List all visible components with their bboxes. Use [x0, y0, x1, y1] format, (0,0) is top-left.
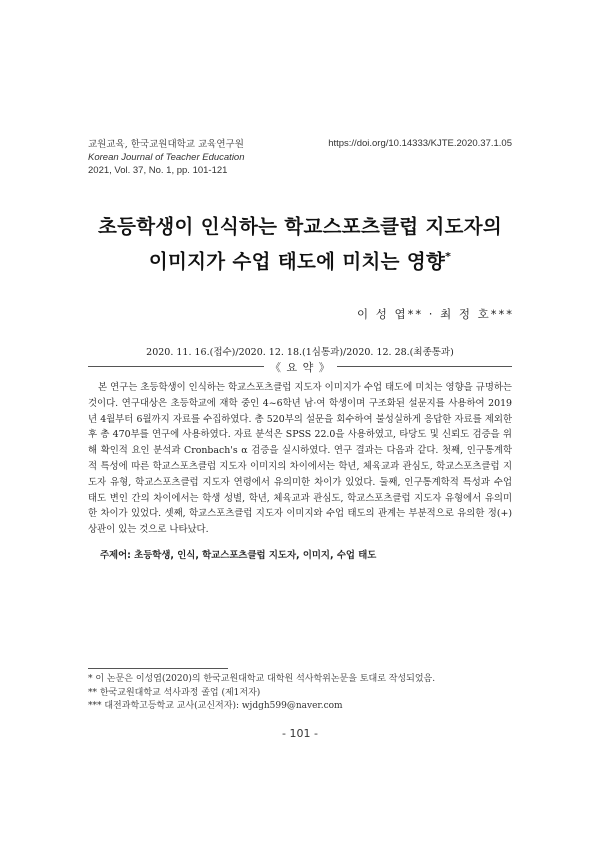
footnote-1: * 이 논문은 이성엽(2020)의 한국교원대학교 대학원 석사학위논문을 토대로 작성되었음. — [88, 674, 436, 684]
footnote-divider — [88, 668, 228, 669]
footnote-3: *** 대전과학고등학교 교사(교신저자): wjdgh599@naver.com — [88, 701, 343, 711]
keywords: 주제어: 초등학생, 인식, 학교스포츠클럽 지도자, 이미지, 수업 태도 — [100, 550, 377, 561]
title-line-2: 이미지가 수업 태도에 미치는 영향* — [148, 250, 452, 273]
authors: 이 성 엽** · 최 정 호*** — [357, 307, 514, 321]
submission-dates: 2020. 11. 16.(접수)/2020. 12. 18.(1심통과)/2020. 12. 28.(최종통과) — [146, 347, 454, 358]
title-line-1: 초등학생이 인식하는 학교스포츠클럽 지도자의 — [97, 215, 502, 238]
abstract-body: 본 연구는 초등학생이 인식하는 학교스포츠클럽 지도자 이미지가 수업 태도에 미치는 영향을 규명하는 것이다. 연구대상은 초등학교에 재학 중인 4~6학년 남·여 학생이며 구조화된 설문지를 사용하여 2019년 4월부터 6월까지 자료를 수집하였다. 총 520부의 설문을 회수하여 불성실하게 응답한 자료를 제외한 후 총 470부를 연구에 사용하였다. 자료 분석은 SPSS 22.0을 사용하였고, 타당도 및 신뢰도 검증을 위해 확인적 요인 분석과 Cronbach's α 검증을 실시하였다. 연구 결과는 다음과 같다. 첫째, 인구통계학적 특성에 따른 학교스포츠클럽 지도자 이미지의 차이에서는 학년, 체육교과 관심도, 학교스포츠클럽 지도자 유형, 학교스포츠클럽 지도자 연령에서 유의미한 차이가 있었다. 둘째, 인구통계학적 특성과 수업 태도 변인 간의 차이에서는 학생 성별, 학년, 체육교과 관심도, 학교스포츠클럽 지도자 유형에서 유의미한 차이가 있었다. 셋째, 학교스포츠클럽 지도자 이미지와 수업 태도의 관계는 부분적으로 유의한 정(+)상관이 있는 것으로 나타났다. — [88, 382, 512, 536]
journal-header — [88, 138, 245, 177]
paper-title — [60, 212, 540, 277]
doi-link[interactable]: https://doi.org/10.14333/KJTE.2020.37.1.05 — [328, 138, 512, 149]
title-footnote-mark: * — [445, 250, 452, 263]
footnote-2: ** 한국교원대학교 석사과정 졸업 (제1저자) — [88, 687, 261, 698]
journal-name-korean: 교원교육, 한국교원대학교 교육연구원 — [88, 139, 244, 150]
journal-name-english: Korean Journal of Teacher Education — [88, 152, 245, 163]
volume-info: 2021, Vol. 37, No. 1, pp. 101-121 — [88, 165, 228, 176]
footnotes — [88, 673, 435, 714]
page-number: - 101 - — [282, 727, 318, 740]
abstract-heading: 《 요 약 》 — [264, 359, 337, 375]
